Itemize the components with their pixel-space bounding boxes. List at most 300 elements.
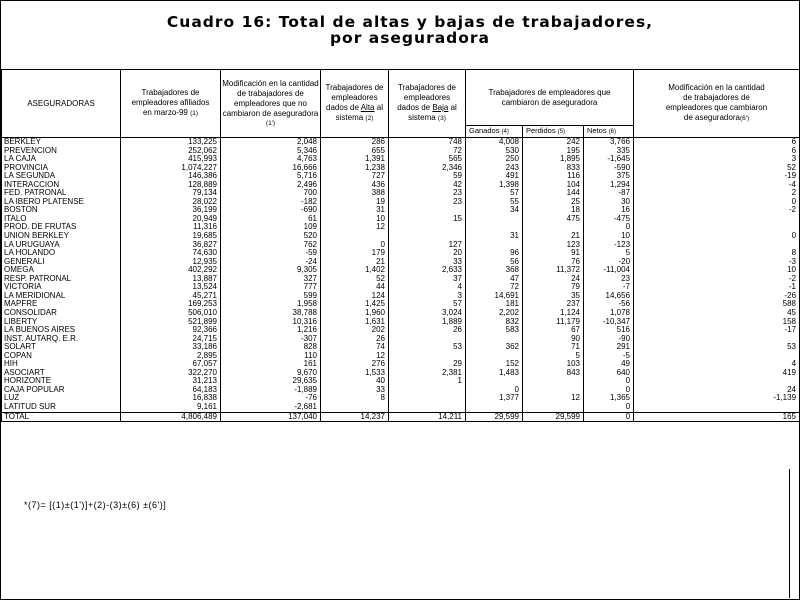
table-cell: 1,895	[523, 155, 584, 164]
table-cell: 31	[321, 206, 389, 215]
table-cell	[466, 335, 523, 344]
row-label: PROVINCIA	[2, 164, 121, 173]
page-title	[120, 14, 700, 46]
table-cell	[321, 403, 389, 412]
table-cell: 67	[523, 326, 584, 335]
table-cell: 14,656	[584, 292, 634, 301]
table-row	[2, 189, 800, 198]
table-cell: 44	[321, 283, 389, 292]
table-cell: 12	[523, 394, 584, 403]
row-label: LUZ	[2, 394, 121, 403]
table-cell: 1,960	[321, 309, 389, 318]
table-cell: 14,691	[466, 292, 523, 301]
table-cell: 1,958	[221, 300, 321, 309]
row-label: RESP. PATRONAL	[2, 275, 121, 284]
table-cell: 61	[221, 215, 321, 224]
table-cell: 158	[634, 317, 800, 326]
table-cell: 2,202	[466, 309, 523, 318]
table-cell: 1	[389, 377, 466, 386]
table-cell: 1,391	[321, 155, 389, 164]
table-cell: 90	[523, 335, 584, 344]
table-cell: 74,630	[121, 249, 221, 258]
table-cell: 2,346	[389, 164, 466, 173]
table-cell: 92,366	[121, 326, 221, 335]
table-cell	[634, 335, 800, 344]
table-cell: 72	[389, 147, 466, 156]
table-cell: 20,949	[121, 215, 221, 224]
table-cell: 0	[584, 412, 634, 422]
table-cell: 2	[634, 189, 800, 198]
table-cell: 2,895	[121, 352, 221, 361]
table-cell: 45	[634, 309, 800, 318]
table-row	[2, 326, 800, 335]
table-cell: 506,010	[121, 309, 221, 318]
table-cell: 16	[584, 206, 634, 215]
table-cell: 0	[466, 386, 523, 395]
row-label: UNION BERKLEY	[2, 232, 121, 241]
table-cell	[321, 232, 389, 241]
table-row	[2, 275, 800, 284]
table-cell: 252,062	[121, 147, 221, 156]
table-cell: 1,483	[466, 369, 523, 378]
table-cell: -2	[634, 275, 800, 284]
table-cell	[466, 403, 523, 412]
table-cell: 29	[389, 360, 466, 369]
table-cell: 45,271	[121, 292, 221, 301]
table-cell: -19	[634, 172, 800, 181]
table-cell: 53	[634, 343, 800, 352]
table-cell: 161	[221, 360, 321, 369]
table-cell: 12,935	[121, 258, 221, 267]
table-cell: 23	[389, 189, 466, 198]
table-cell: -1,645	[584, 155, 634, 164]
table-cell: 276	[321, 360, 389, 369]
table-cell: 110	[221, 352, 321, 361]
row-label: CONSOLIDAR	[2, 309, 121, 318]
table-cell: 79	[523, 283, 584, 292]
table-cell: 1,398	[466, 181, 523, 190]
table-cell: 419	[634, 369, 800, 378]
table-cell	[523, 386, 584, 395]
table-cell: 250	[466, 155, 523, 164]
table-cell: 16,666	[221, 164, 321, 173]
table-cell: 10	[321, 215, 389, 224]
table-row	[2, 241, 800, 250]
table-cell: 31	[466, 232, 523, 241]
table-cell: 144	[523, 189, 584, 198]
table-cell: 116	[523, 172, 584, 181]
table-cell: 0	[634, 198, 800, 207]
table-cell: 327	[221, 275, 321, 284]
table-row	[2, 292, 800, 301]
table-cell: 109	[221, 223, 321, 232]
table-cell: 13,524	[121, 283, 221, 292]
row-label: ITALO	[2, 215, 121, 224]
table-cell: 5,716	[221, 172, 321, 181]
table-cell: 13,887	[121, 275, 221, 284]
table-cell: 29,635	[221, 377, 321, 386]
table-cell: 530	[466, 147, 523, 156]
row-label: BOSTON	[2, 206, 121, 215]
table-cell: -11,004	[584, 266, 634, 275]
table-cell: 1,889	[389, 317, 466, 326]
table-cell: 583	[466, 326, 523, 335]
table-cell: 1,074,227	[121, 164, 221, 173]
table-row	[2, 266, 800, 275]
table-cell: 15	[389, 215, 466, 224]
table-cell: -76	[221, 394, 321, 403]
table-cell: 24	[523, 275, 584, 284]
table-cell: 23	[389, 198, 466, 207]
table-cell: 237	[523, 300, 584, 309]
table-row	[2, 360, 800, 369]
table-cell: 74	[321, 343, 389, 352]
table-cell	[466, 223, 523, 232]
table-cell: 242	[523, 138, 584, 147]
table-cell: 0	[584, 377, 634, 386]
table-cell: 5	[584, 249, 634, 258]
table-cell: 322,270	[121, 369, 221, 378]
row-label: VICTORIA	[2, 283, 121, 292]
row-label: HIH	[2, 360, 121, 369]
table-cell: 21	[321, 258, 389, 267]
table-cell: 38,788	[221, 309, 321, 318]
table-cell	[523, 377, 584, 386]
table-cell: 202	[321, 326, 389, 335]
table-row	[2, 283, 800, 292]
row-label: OMEGA	[2, 266, 121, 275]
table-cell: 12	[321, 223, 389, 232]
data-table	[1, 69, 800, 422]
table-cell: 4,763	[221, 155, 321, 164]
table-cell: 127	[389, 241, 466, 250]
table-cell: 243	[466, 164, 523, 173]
table-cell: -307	[221, 335, 321, 344]
table-cell: 30	[584, 198, 634, 207]
table-cell: 59	[389, 172, 466, 181]
row-label: LA CAJA	[2, 155, 121, 164]
table-cell: 0	[584, 223, 634, 232]
table-cell: 1,425	[321, 300, 389, 309]
row-label: HORIZONTE	[2, 377, 121, 386]
row-label: INST. AUTARQ. E.R.	[2, 335, 121, 344]
table-cell: 8	[634, 249, 800, 258]
table-cell	[466, 241, 523, 250]
table-row	[2, 335, 800, 344]
table-cell: 103	[523, 360, 584, 369]
table-cell: 2,496	[221, 181, 321, 190]
table-cell: 415,993	[121, 155, 221, 164]
table-cell: 49	[584, 360, 634, 369]
table-cell: 6	[634, 138, 800, 147]
table-cell: -87	[584, 189, 634, 198]
table-cell: -2	[634, 206, 800, 215]
table-cell: 1,238	[321, 164, 389, 173]
table-cell: 33	[389, 258, 466, 267]
table-cell: 516	[584, 326, 634, 335]
table-cell	[389, 394, 466, 403]
table-cell: 169,253	[121, 300, 221, 309]
table-cell: 165	[634, 412, 800, 422]
table-cell	[634, 403, 800, 412]
table-cell: -690	[221, 206, 321, 215]
table-row	[2, 258, 800, 267]
table-cell: -5	[584, 352, 634, 361]
table-cell: -10,347	[584, 317, 634, 326]
table-cell: 52	[321, 275, 389, 284]
table-cell: 1,631	[321, 317, 389, 326]
table-cell: 137,040	[221, 412, 321, 422]
header-cambiaron: Trabajadores de empleadores que cambiaron de aseguradora	[466, 70, 634, 126]
table-cell: 388	[321, 189, 389, 198]
table-cell: 195	[523, 147, 584, 156]
header-afiliados: Trabajadores de empleadores afiliados en marzo-99 (1)	[121, 70, 221, 138]
table-cell: 9,161	[121, 403, 221, 412]
table-row	[2, 232, 800, 241]
table-cell: 72	[466, 283, 523, 292]
header-modificacion-cambiaron: Modificación en la cantidad de trabajadores de empleadores que cambiaron de aseguradora(6')	[634, 70, 800, 138]
table-cell: 179	[321, 249, 389, 258]
table-cell: 10,316	[221, 317, 321, 326]
table-cell: 37	[389, 275, 466, 284]
table-cell: 0	[634, 232, 800, 241]
table-cell: -17	[634, 326, 800, 335]
table-cell: 26	[321, 335, 389, 344]
table-cell	[389, 335, 466, 344]
subheader-netos: Netos (6)	[584, 126, 634, 138]
table-cell: 286	[321, 138, 389, 147]
table-cell: 21	[523, 232, 584, 241]
table-cell: 762	[221, 241, 321, 250]
table-cell: 96	[466, 249, 523, 258]
table-cell: 33	[321, 386, 389, 395]
table-cell: 520	[221, 232, 321, 241]
table-cell	[389, 386, 466, 395]
table-cell: 28,022	[121, 198, 221, 207]
table-cell: 20	[389, 249, 466, 258]
table-cell: 5	[523, 352, 584, 361]
table-cell: 146,386	[121, 172, 221, 181]
table-cell: 26	[389, 326, 466, 335]
table-cell: 11,316	[121, 223, 221, 232]
header-altas: Trabajadores de empleadores dados de Alta al sistema (2)	[321, 70, 389, 138]
table-cell: 3,024	[389, 309, 466, 318]
table-cell: 64,183	[121, 386, 221, 395]
table-cell: 76	[523, 258, 584, 267]
table-row	[2, 403, 800, 412]
table-cell: -56	[584, 300, 634, 309]
table-cell: 10	[634, 266, 800, 275]
table-cell: 9,670	[221, 369, 321, 378]
table-cell: 2,381	[389, 369, 466, 378]
table-cell: 181	[466, 300, 523, 309]
table-row	[2, 300, 800, 309]
table-cell: 35	[523, 292, 584, 301]
table-cell: 1,377	[466, 394, 523, 403]
table-cell: 16,838	[121, 394, 221, 403]
table-cell: 24	[634, 386, 800, 395]
table-cell: 521,899	[121, 317, 221, 326]
table-cell: 1,078	[584, 309, 634, 318]
table-cell: 123	[523, 241, 584, 250]
table-row	[2, 147, 800, 156]
table-row	[2, 172, 800, 181]
table-cell: 828	[221, 343, 321, 352]
table-cell: -475	[584, 215, 634, 224]
right-rule	[789, 469, 790, 598]
table-cell: 19	[321, 198, 389, 207]
row-label: PROD. DE FRUTAS	[2, 223, 121, 232]
row-label: MAPFRE	[2, 300, 121, 309]
table-row	[2, 343, 800, 352]
table-cell	[634, 352, 800, 361]
table-cell	[466, 215, 523, 224]
table-cell: 25	[523, 198, 584, 207]
row-label: PREVENCION	[2, 147, 121, 156]
table-cell: 23	[584, 275, 634, 284]
table-cell	[466, 377, 523, 386]
table-row	[2, 377, 800, 386]
table-cell: 368	[466, 266, 523, 275]
header-aseguradoras: ASEGURADORAS	[2, 70, 121, 138]
table-cell: -90	[584, 335, 634, 344]
table-cell: 475	[523, 215, 584, 224]
table-cell: 833	[523, 164, 584, 173]
table-cell: 748	[389, 138, 466, 147]
table-cell: 152	[466, 360, 523, 369]
table-cell: 31,213	[121, 377, 221, 386]
table-cell: 1,533	[321, 369, 389, 378]
table-cell: 4	[389, 283, 466, 292]
table-cell: 9,305	[221, 266, 321, 275]
table-row	[2, 138, 800, 147]
table-cell: 375	[584, 172, 634, 181]
table-row	[2, 164, 800, 173]
table-row	[2, 369, 800, 378]
table-cell: 52	[634, 164, 800, 173]
table-cell: 47	[466, 275, 523, 284]
table-cell	[634, 241, 800, 250]
row-label: LA BUENOS AIRES	[2, 326, 121, 335]
footnote: *(7)= [(1)±(1')]+(2)-(3)±(6) ±(6')]	[24, 500, 167, 510]
title-line-1: Cuadro 16: Total de altas y bajas de trabajadores,	[166, 13, 654, 31]
table-cell: 0	[321, 241, 389, 250]
table-row	[2, 198, 800, 207]
row-label: LA MERIDIONAL	[2, 292, 121, 301]
table-cell: 640	[584, 369, 634, 378]
table-cell: 36,199	[121, 206, 221, 215]
table-cell: 53	[389, 343, 466, 352]
row-label: LA IBERO PLATENSE	[2, 198, 121, 207]
table-cell: 291	[584, 343, 634, 352]
table-row	[2, 223, 800, 232]
table-cell	[634, 223, 800, 232]
subheader-perdidos: Perdidos (5)	[523, 126, 584, 138]
table-row	[2, 155, 800, 164]
table-cell: 11,179	[523, 317, 584, 326]
table-cell: 14,211	[389, 412, 466, 422]
row-label: SOLART	[2, 343, 121, 352]
table-cell: 4,806,489	[121, 412, 221, 422]
table-cell: 588	[634, 300, 800, 309]
table-cell: 67,057	[121, 360, 221, 369]
table-cell: 843	[523, 369, 584, 378]
table-cell: 55	[466, 198, 523, 207]
table-cell: -7	[584, 283, 634, 292]
table-cell: 362	[466, 343, 523, 352]
table-row	[2, 394, 800, 403]
table-cell	[634, 215, 800, 224]
row-label: LA SEGUNDA	[2, 172, 121, 181]
table-cell: -59	[221, 249, 321, 258]
table-cell: 57	[389, 300, 466, 309]
table-cell: 24,715	[121, 335, 221, 344]
table-cell	[523, 223, 584, 232]
table-row	[2, 206, 800, 215]
row-label: LIBERTY	[2, 317, 121, 326]
table-cell	[466, 352, 523, 361]
table-cell: 777	[221, 283, 321, 292]
table-cell: 1,402	[321, 266, 389, 275]
row-label: BERKLEY	[2, 138, 121, 147]
table-cell: 3,766	[584, 138, 634, 147]
table-cell: 79,134	[121, 189, 221, 198]
table-cell: 29,599	[466, 412, 523, 422]
table-cell: -182	[221, 198, 321, 207]
table-cell: 10	[584, 232, 634, 241]
table-cell: 6	[634, 147, 800, 156]
row-label: FED. PATRONAL	[2, 189, 121, 198]
row-label: ASOCIART	[2, 369, 121, 378]
table-cell: 4,008	[466, 138, 523, 147]
table-cell: 36,827	[121, 241, 221, 250]
row-label: LATITUD SUR	[2, 403, 121, 412]
table-cell: -2,681	[221, 403, 321, 412]
table-cell: 0	[584, 403, 634, 412]
table-row	[2, 215, 800, 224]
table-cell	[389, 206, 466, 215]
table-cell: -123	[584, 241, 634, 250]
table-cell	[389, 403, 466, 412]
header-bajas: Trabajadores de empleadores dados de Baja al sistema (3)	[389, 70, 466, 138]
row-label: LA HOLANDO	[2, 249, 121, 258]
table-cell: -3	[634, 258, 800, 267]
table-cell: 34	[466, 206, 523, 215]
table-cell: 2,633	[389, 266, 466, 275]
table-cell	[389, 352, 466, 361]
table-cell: 727	[321, 172, 389, 181]
table-cell: 42	[389, 181, 466, 190]
row-label: GENERALI	[2, 258, 121, 267]
table-row	[2, 309, 800, 318]
table-cell	[389, 232, 466, 241]
table-cell: 104	[523, 181, 584, 190]
table-cell: 3	[634, 155, 800, 164]
table-cell: 599	[221, 292, 321, 301]
table-cell: 2,048	[221, 138, 321, 147]
table-body	[2, 138, 800, 422]
table-row-total	[2, 412, 800, 422]
table-cell: 4	[634, 360, 800, 369]
table-cell: 29,599	[523, 412, 584, 422]
table-cell: 8	[321, 394, 389, 403]
table-cell: 91	[523, 249, 584, 258]
table-cell: 18	[523, 206, 584, 215]
table-cell	[634, 377, 800, 386]
title-line-2: por aseguradora	[329, 29, 491, 47]
row-label: CAJA POPULAR	[2, 386, 121, 395]
row-label: COPAN	[2, 352, 121, 361]
